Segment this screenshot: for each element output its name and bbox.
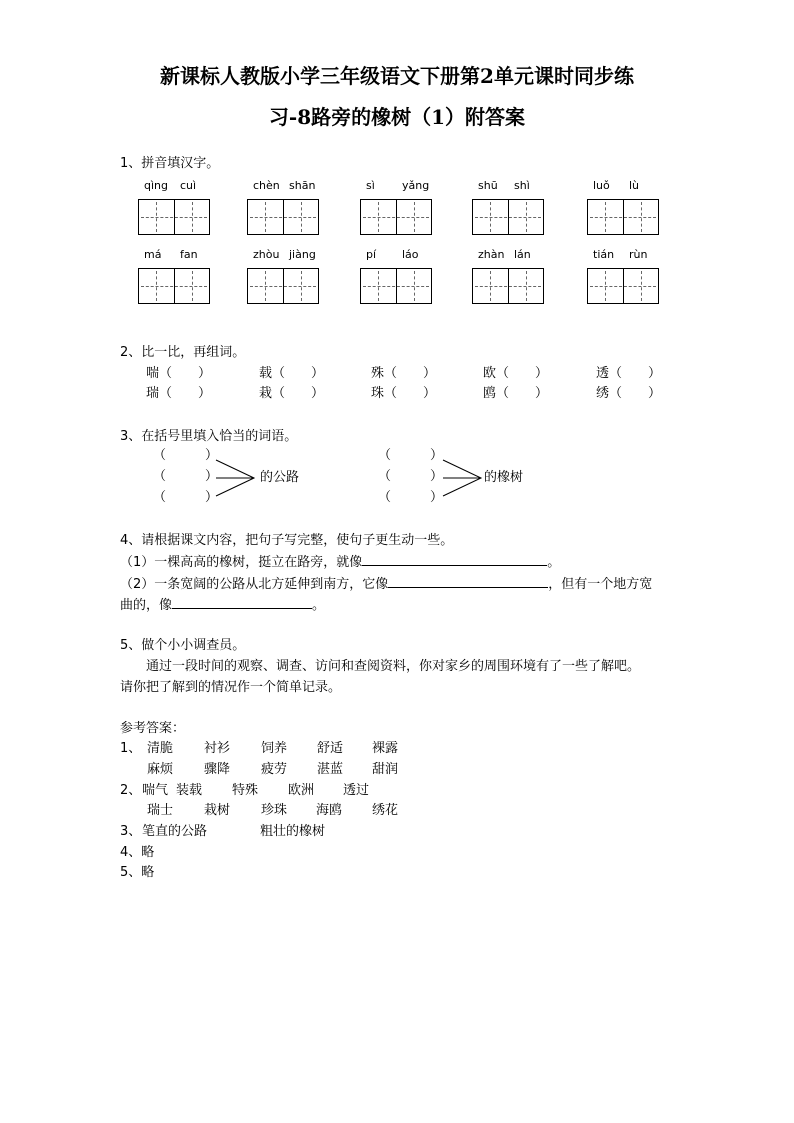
grid-guide-line [301, 271, 302, 301]
tianzi-grid-box[interactable] [360, 268, 432, 304]
answer-word: 海鸥 [316, 803, 343, 818]
tianzi-grid-box[interactable] [587, 268, 659, 304]
answer-word: 瑞士 [147, 803, 174, 818]
grid-guide-line [363, 286, 429, 287]
tianzi-grid-box[interactable] [472, 199, 544, 235]
word-pair-item[interactable]: 瑞（ ） [146, 386, 212, 401]
grid-guide-line [475, 286, 541, 287]
grid-guide-line [141, 286, 207, 287]
fill-bracket[interactable]: （ ） [378, 490, 444, 505]
question-2-heading: 2、比一比，再组词。 [120, 345, 246, 360]
grid-guide-line [641, 202, 642, 232]
answer-word: 衬衫 [204, 741, 231, 756]
answer-5: 5、略 [120, 865, 155, 880]
answer-word: 清脆 [147, 741, 174, 756]
sentence-1 [120, 553, 560, 571]
word-pair-item[interactable]: 珠（ ） [371, 386, 437, 401]
fill-bracket[interactable]: （ ） [378, 448, 444, 463]
tianzi-grid-box[interactable] [360, 199, 432, 235]
grid-guide-line [641, 271, 642, 301]
road-label: 的公路 [260, 470, 300, 485]
grid-guide-line [526, 202, 527, 232]
question-5-heading: 5、做个小小调查员。 [120, 638, 246, 653]
grid-guide-line [192, 202, 193, 232]
pinyin-label: fan [180, 248, 198, 261]
sentence-1-end: 。 [547, 555, 561, 570]
answer-word: 装载 [176, 783, 203, 798]
pinyin-label: luǒ [593, 179, 610, 192]
tianzi-grid-box[interactable] [247, 268, 319, 304]
pinyin-label: cuì [180, 179, 197, 192]
sentence-2-continued [120, 596, 325, 614]
grid-guide-line [414, 271, 415, 301]
answer-word: 舒适 [317, 741, 344, 756]
pinyin-label: shū [478, 179, 498, 192]
pinyin-label: shān [289, 179, 316, 192]
grid-guide-line [526, 271, 527, 301]
pinyin-label: láo [402, 248, 419, 261]
sentence-2-mid: ，但有一个地方宽 [548, 577, 653, 592]
answer-4: 4、略 [120, 845, 155, 860]
answer-word: 骤降 [204, 762, 231, 777]
grid-guide-line [490, 202, 491, 232]
grid-guide-line [250, 286, 316, 287]
grid-guide-line [363, 217, 429, 218]
grid-guide-line [475, 217, 541, 218]
grid-guide-line [301, 202, 302, 232]
grid-guide-line [605, 271, 606, 301]
question-5-body-2: 请你把了解到的情况作一个简单记录。 [120, 680, 342, 695]
pinyin-label: chèn [253, 179, 280, 192]
question-4-heading: 4、请根据课文内容，把句子写完整，使句子更生动一些。 [120, 533, 454, 548]
grid-guide-line [590, 217, 656, 218]
question-5-body-1: 通过一段时间的观察、调查、访问和查阅资料，你对家乡的周围环境有了一些了解吧。 [146, 659, 641, 674]
answer-word: 粗壮的橡树 [260, 824, 326, 839]
answer-blank[interactable] [362, 553, 547, 566]
sentence-2-text: （2）一条宽阔的公路从北方延伸到南方，它像 [120, 577, 389, 592]
answers-heading: 参考答案： [120, 721, 186, 736]
word-pair-item[interactable]: 绣（ ） [596, 386, 662, 401]
grid-guide-line [378, 202, 379, 232]
answer-word: 甜润 [372, 762, 399, 777]
answer-word: 饲养 [261, 741, 288, 756]
tianzi-grid-box[interactable] [472, 268, 544, 304]
answer-blank[interactable] [172, 596, 312, 609]
grid-guide-line [378, 271, 379, 301]
grid-guide-line [250, 217, 316, 218]
word-pair-item[interactable]: 喘（ ） [146, 366, 212, 381]
fill-bracket[interactable]: （ ） [378, 469, 444, 484]
pinyin-label: lán [514, 248, 531, 261]
pinyin-label: lù [629, 179, 640, 192]
word-pair-item[interactable]: 载（ ） [259, 366, 325, 381]
grid-guide-line [605, 202, 606, 232]
sentence-2-cont-text: 曲的，像 [120, 598, 173, 613]
pinyin-label: má [144, 248, 162, 261]
answer-2-number: 2、 [120, 783, 142, 798]
fill-bracket[interactable]: （ ） [153, 490, 219, 505]
pinyin-label: pí [366, 248, 377, 261]
document-title-line2: 习-8路旁的橡树（1）附答案 [268, 105, 526, 129]
pinyin-label: zhòu [253, 248, 280, 261]
sentence-2 [120, 575, 652, 593]
word-pair-item[interactable]: 透（ ） [596, 366, 662, 381]
pinyin-label: shì [514, 179, 530, 192]
grid-guide-line [265, 202, 266, 232]
answer-word: 珍珠 [261, 803, 288, 818]
grid-guide-line [141, 217, 207, 218]
grid-guide-line [192, 271, 193, 301]
question-3-heading: 3、在括号里填入恰当的词语。 [120, 429, 298, 444]
answer-3-number: 3、 [120, 824, 142, 839]
answer-word: 喘气 [142, 783, 169, 798]
word-pair-item[interactable]: 欧（ ） [483, 366, 549, 381]
answer-word: 栽树 [204, 803, 231, 818]
pinyin-label: yǎng [402, 179, 430, 192]
tianzi-grid-box[interactable] [587, 199, 659, 235]
answer-word: 透过 [343, 783, 370, 798]
answer-word: 欧洲 [288, 783, 315, 798]
word-pair-item[interactable]: 殊（ ） [371, 366, 437, 381]
sentence-1-text: （1）一棵高高的橡树，挺立在路旁，就像 [120, 555, 363, 570]
answer-word: 疲劳 [261, 762, 288, 777]
fill-bracket[interactable]: （ ） [153, 469, 219, 484]
answer-word: 绣花 [372, 803, 399, 818]
answer-1-number: 1、 [120, 741, 142, 756]
fill-bracket[interactable]: （ ） [153, 448, 219, 463]
answer-word: 裸露 [372, 741, 399, 756]
pinyin-label: tián [593, 248, 615, 261]
tianzi-grid-box[interactable] [138, 199, 210, 235]
answer-word: 笔直的公路 [142, 824, 208, 839]
arrow-connector-icon [441, 458, 483, 498]
pinyin-label: rùn [629, 248, 648, 261]
grid-guide-line [156, 202, 157, 232]
pinyin-label: qìng [144, 179, 168, 192]
sentence-2-end: 。 [312, 598, 326, 613]
answer-word: 湛蓝 [317, 762, 344, 777]
question-1-heading: 1、拼音填汉字。 [120, 156, 220, 171]
word-pair-item[interactable]: 鸥（ ） [483, 386, 549, 401]
tianzi-grid-box[interactable] [138, 268, 210, 304]
tree-label: 的橡树 [484, 470, 524, 485]
grid-guide-line [590, 286, 656, 287]
answer-blank[interactable] [388, 575, 548, 588]
tianzi-grid-box[interactable] [247, 199, 319, 235]
pinyin-label: jiàng [289, 248, 316, 261]
arrow-connector-icon [214, 458, 256, 498]
grid-guide-line [265, 271, 266, 301]
grid-guide-line [156, 271, 157, 301]
pinyin-label: sì [366, 179, 375, 192]
grid-guide-line [490, 271, 491, 301]
grid-guide-line [414, 202, 415, 232]
answer-word: 麻烦 [147, 762, 174, 777]
document-title-line1: 新课标人教版小学三年级语文下册第2单元课时同步练 [160, 64, 634, 88]
pinyin-label: zhàn [478, 248, 505, 261]
word-pair-item[interactable]: 栽（ ） [259, 386, 325, 401]
answer-word: 特殊 [232, 783, 259, 798]
